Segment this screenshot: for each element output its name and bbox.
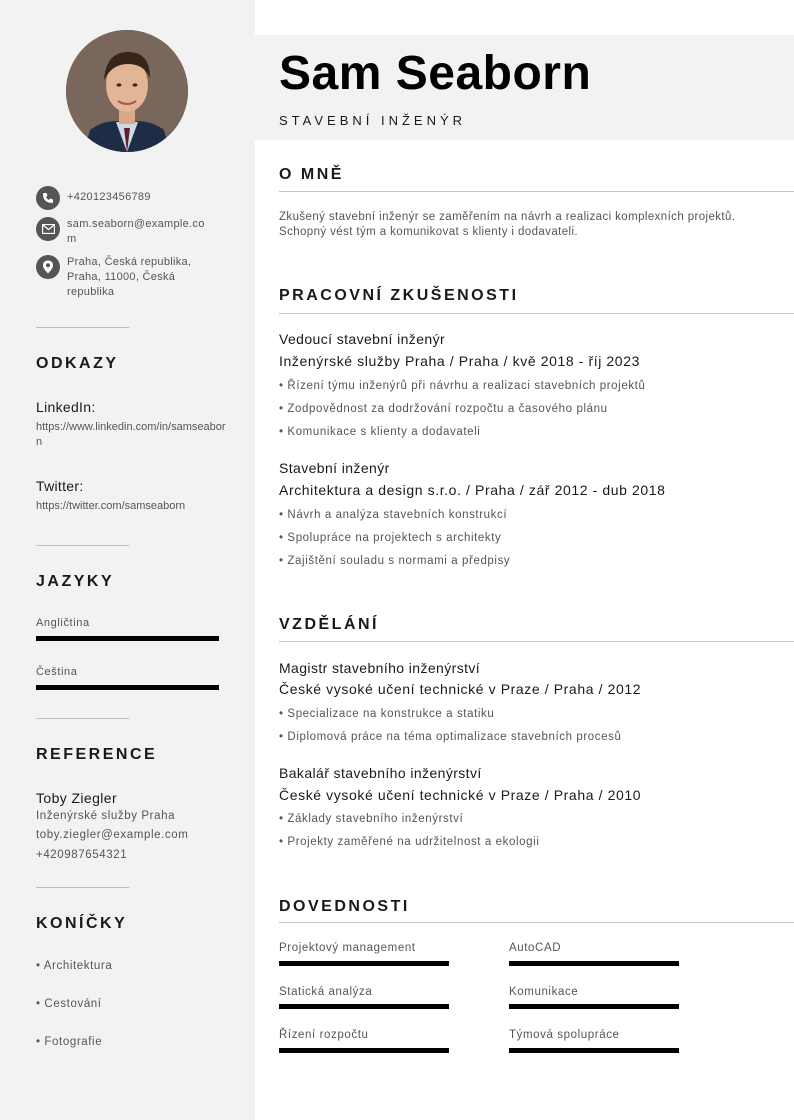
sidebar-divider (36, 545, 129, 546)
skill-level-bar (509, 1004, 679, 1009)
degree-bullet: • Diplomová práce na téma optimalizace stavebních procesů (279, 731, 622, 743)
skill-name: Statická analýza (279, 986, 373, 998)
linkedin-label: LinkedIn: (36, 399, 96, 415)
job-detail: Architektura a design s.r.o. / Praha / zář 2012 - dub 2018 (279, 482, 666, 498)
skill-level-bar (509, 961, 679, 966)
email-icon (36, 217, 60, 241)
sidebar-divider (36, 718, 129, 719)
job-bullet: • Návrh a analýza stavebních konstrukcí (279, 509, 508, 521)
sidebar (0, 0, 255, 1120)
email-text: sam.seaborn@example.com (67, 218, 205, 245)
language-name: Čeština (36, 666, 78, 678)
sidebar-divider (36, 327, 129, 328)
contact-address (36, 255, 212, 300)
about-heading: O MNĚ (279, 166, 344, 183)
reference-company: Inženýrské služby Praha (36, 810, 176, 822)
degree-detail: České vysoké učení technické v Praze / Praha / 2010 (279, 787, 642, 803)
skill-name: AutoCAD (509, 942, 562, 954)
degree-title: Magistr stavebního inženýrství (279, 660, 481, 676)
job-title-entry: Stavební inženýr (279, 460, 390, 476)
skill-name: Týmová spolupráce (509, 1029, 620, 1041)
degree-bullet: • Specializace na konstrukce a statiku (279, 708, 495, 720)
section-divider (279, 191, 794, 192)
section-divider (279, 313, 794, 314)
section-divider (279, 641, 794, 642)
twitter-link[interactable]: https://twitter.com/samseaborn (36, 500, 186, 512)
job-detail: Inženýrské služby Praha / Praha / kvě 2018 - říj 2023 (279, 353, 640, 369)
address-text: Praha, Česká republika, Praha, 11000, Česká republika (67, 256, 192, 298)
degree-detail: České vysoké učení technické v Praze / Praha / 2012 (279, 681, 642, 697)
hobby-item: • Cestování (36, 998, 102, 1010)
skill-level-bar (279, 961, 449, 966)
contact-email (36, 217, 207, 247)
language-name: Angličtina (36, 617, 90, 629)
job-title-entry: Vedoucí stavební inženýr (279, 331, 446, 347)
degree-bullet: • Projekty zaměřené na udržitelnost a ekologii (279, 836, 540, 848)
job-bullet: • Spolupráce na projektech s architekty (279, 532, 502, 544)
job-title: STAVEBNÍ INŽENÝR (279, 113, 467, 128)
skill-level-bar (279, 1004, 449, 1009)
education-heading: VZDĚLÁNÍ (279, 616, 379, 633)
skills-heading: DOVEDNOSTI (279, 898, 410, 915)
skill-name: Projektový management (279, 942, 416, 954)
profile-photo (66, 30, 188, 152)
reference-heading: REFERENCE (36, 746, 158, 763)
job-bullet: • Zajištění souladu s normami a předpisy (279, 555, 511, 567)
location-icon (36, 255, 60, 279)
reference-phone: +420987654321 (36, 849, 128, 861)
degree-title: Bakalář stavebního inženýrství (279, 765, 482, 781)
person-name: Sam Seaborn (279, 47, 592, 100)
skill-level-bar (279, 1048, 449, 1053)
twitter-label: Twitter: (36, 478, 84, 494)
links-heading: ODKAZY (36, 355, 119, 372)
job-bullet: • Zodpovědnost za dodržování rozpočtu a časového plánu (279, 403, 608, 415)
linkedin-link[interactable]: https://www.linkedin.com/in/samseaborn (36, 421, 226, 448)
phone-icon (36, 186, 60, 210)
skill-level-bar (509, 1048, 679, 1053)
languages-heading: JAZYKY (36, 573, 115, 590)
about-text: Zkušený stavební inženýr se zaměřením na návrh a realizaci komplexních projektů. Schopný vést tým a komunikovat s klienty i dodavateli. (279, 211, 736, 238)
hobbies-heading: KONÍČKY (36, 915, 128, 932)
job-bullet: • Řízení týmu inženýrů při návrhu a realizaci stavebních projektů (279, 380, 646, 392)
skill-name: Řízení rozpočtu (279, 1029, 369, 1041)
phone-text: +420123456789 (67, 191, 151, 203)
language-level-bar (36, 685, 219, 690)
section-divider (279, 922, 794, 923)
hobby-item: • Architektura (36, 960, 113, 972)
hobby-item: • Fotografie (36, 1036, 103, 1048)
language-level-bar (36, 636, 219, 641)
skill-name: Komunikace (509, 986, 579, 998)
contact-phone (36, 186, 207, 210)
reference-name: Toby Ziegler (36, 790, 118, 806)
sidebar-divider (36, 887, 129, 888)
experience-heading: PRACOVNÍ ZKUŠENOSTI (279, 287, 519, 304)
job-bullet: • Komunikace s klienty a dodavateli (279, 426, 481, 438)
reference-email[interactable]: toby.ziegler@example.com (36, 829, 189, 841)
degree-bullet: • Základy stavebního inženýrství (279, 813, 464, 825)
